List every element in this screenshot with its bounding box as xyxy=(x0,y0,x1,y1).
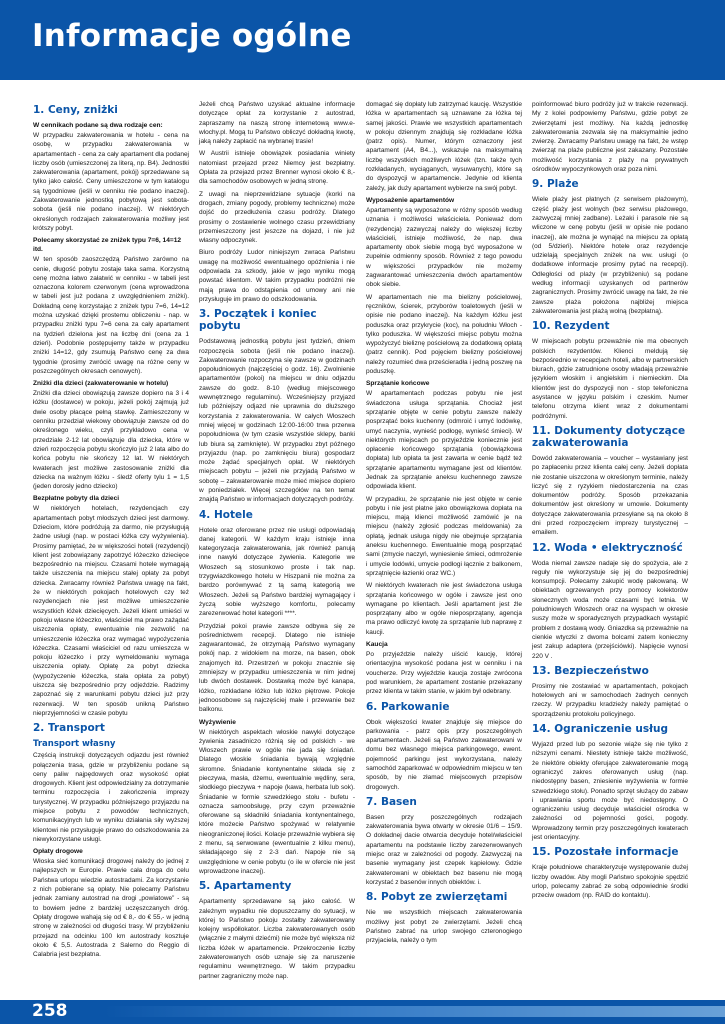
paragraph-heading: Wyposażenie apartamentów xyxy=(366,196,455,204)
section-heading: 15. Pozostałe informacje xyxy=(532,846,679,859)
paragraph: Zniżki dla dzieci obowiązują zawsze dopiero na 3 i 4 łóżku (dostawce) w pokoju, jeżeli pokój zajmują już dwie osoby płacące pełną stawkę. Zamieszczony w cenniku przedział wiekowy obowiązuje zawsze od do określonego wieku, czyli przykładowo cena w przedziale 2-12 lat obowiązuje dla dziecka, które w dzień rozpoczęcia pobytu skończyło już 2 lata albo do końca pobytu nie skończy 12 lat. W niektórych kwaterach jest możliwe zastosowanie zniżki dla dziecka na ważnym łóżku - śledź oferty tylu 1 = 1,5 (jeden dorosły jedno dziecko) xyxy=(33,390,189,491)
paragraph-heading: Polecamy skorzystać ze zniżek typu 7=6, 14=12 itd. xyxy=(33,237,182,254)
footer-decoration xyxy=(105,1006,725,1017)
column-4 xyxy=(532,100,688,970)
paragraph-heading: Zniżki dla dzieci (zakwaterowanie w hotelu) xyxy=(33,380,169,388)
paragraph: W przypadku, że sprzątanie nie jest objęte w cenie pobytu i nie jest płatne jako obowiązkowa dopłata na miejscu, mają klienci możliwość zamówić je na miejscu (należy zgłosić podczas meldowania) za opłatą, jednak usługa nigdy nie obejmuje sprzątania aneksu kuchennego. Ewentualnie mogą posprzątać sami (zmycie naczyń, wyniesienie śmieci, odmrożenie i umycie lodówki, umycie podłogi łącznie z balkonem, sprzątnięcie łazienki oraz WC.) xyxy=(366,495,522,577)
paragraph: poinformować biuro podróży już w trakcie rezerwacji. My z kolei podpowiemy Państwu, gdzie pobyt ze zwierzętami jest możliwy. Na każdą jednostkę zakwaterowania zezwala się na maksymalnie jedno zwierzę. Zwracamy Państwu uwagę na fakt, że wstęp zwierząt na plaże publiczne jest zakazany. Pozostałe możliwość korzystania z plaży na prywatnych ośrodków wypoczynkowych oraz poza nimi. xyxy=(532,101,688,174)
paragraph: Podstawową jednostką pobytu jest tydzień, dniem rozpoczęcia sobota (jeśli nie podano inaczej). Zakwaterowanie rozpoczyna się zawsze w godzinach popołudniowych (najczęściej o godz. 16). Zwolnienie apartamentów (pokoi) na miejscu w dniu odjazdu zawsze do godz. 8-10 (według miejscowego wewnętrznego regulaminu). Wcześniejszy przyjazd lub późniejszy odjazd nie uprawnia do dłuższego korzystania z zakwaterowania. W całych Włoszech mniej więcej w godzinach 12:00-16:00 trwa przerwa popołudniowa (w tym czasie wszystkie sklepy, banki lub biura są zamknięte). W przypadku zbyt późnego przyjazdu (nap. po zamknięciu biura) gospodarz może żądać specjalnych opłat. W niektórych miejscach pobytu – jeżeli nie przyjadą Państwo w sobotę – zakwaterowanie może mieć miejsce dopiero w poniedziałek. Więcej szczegółów na ten temat znajdą Państwo w informacjach dotyczących podróży. xyxy=(199,338,355,504)
paragraph: Po przyjeździe należy uiścić kaucję, której orientacyjna wysokość podana jest w cenniku i na voucherze. Przy wyjeździe kaucja zostaje zwrócona pod warunkiem, że apartament zostanie przekazany przez klienta w takim stanie, w jakim był odebrany. xyxy=(366,651,522,696)
paragraph: Hotele oraz oferowane przez nie usługi odpowiadają danej kategorii. W każdym kraju istnieje inna kategoryzacja zakwaterowania, jak również panują inne nawyki dotyczące żywienia. Kategorie we Włoszech są stosunkowo proste i tak nap. trzygwiazdkowego hotelu w Hiszpanii nie można za bardzo porównywać z tą samą kategorią we Włoszech. Jeżeli są Państwo bardziej wymagający i życzą sobie wyższego komfortu, polecamy zarezerwować hotel kategorii ****. xyxy=(199,526,355,618)
paragraph: W Austrii istnieje obowiązek posiadania winiety natomiast przejazd przez Niemcy jest bezpłatny. Opłata za przejazd przez Brenner wynosi około € 8,- dla samochodów osobowych w jedną stronę. xyxy=(199,150,355,186)
paragraph: W niektórych kwaterach nie jest świadczona usługa sprzątania końcowego w ogóle i zawsze jest ono wymagane po klientach. Jeśli apartament jest źle posprzątany albo w ogóle nieposprzątany, agencja ma prawo odliczyć kwotę za sprzątanie lub naprawę z kaucji. xyxy=(366,582,522,636)
section-heading: 13. Bezpieczeństwo xyxy=(532,664,649,677)
paragraph: Włoska sieć komunikacji drogowej należy do jednej z najlepszych w Europie. Prawie cała droga do celu Państwa urlopu wiedzie autostradami. Za korzystanie z nich pobierane są opłaty. Nie polecamy Państwu jednak zamiany autostrad na drogi „powiatowe” - są to bowiem jedne z bardziej uczęszczanych dróg. Opłaty drogowe wahają się od € 8,- do € 55,- w jedną stronę w zależności od długości trasy. W przybliżeniu przejazd na odcinku 100 km autostrady kosztuje około € 5,5. Autostrada z Salerno do Reggio di Calabria jest bezpłatna. xyxy=(33,858,189,959)
paragraph: Jeżeli chcą Państwo uzyskać aktualne informacje dotyczące opłat za korzystanie z autostrad, zapraszamy na naszą stronę internetową www.e-wlochy.pl. Mogą tu Państwo obliczyć dokładną kwotę, jaką należy zapłacić na wybranej trasie! xyxy=(199,101,355,146)
paragraph: Nie we wszystkich miejscach zakwaterowania możliwy jest pobyt ze zwierzętami. Jeżeli chcą Państwo zabrać na urlop swojego czteronogiego przyjaciela, należy o tym xyxy=(366,909,522,945)
paragraph-heading: W cennikach podane są dwa rodzaje cen: xyxy=(33,122,163,129)
section-heading: 11. Dokumenty dotyczące zakwaterowania xyxy=(532,424,686,449)
paragraph: W przypadku zakwaterowania w hotelu - cena na osobę, w przypadku zakwaterowania w apartamentach - cena za cały apartament dla podanej liczby osób (umieszczonej za literą, np. B4). Jednostki zakwaterowania (apartament, pokój) sprzedawane są tylko jako całość. Ceny umieszczone w tym katalogu są tygodniowe (jeśli w cenniku nie podano inaczej). Zakwaterowanie jednostką pobytową jest sobota-sobota (jeśli nie podano inaczej). W niektórych określonych rodzajach zakwaterowania możliwy jest krótszy pobyt. xyxy=(33,132,189,232)
section-heading: 4. Hotele xyxy=(199,508,253,521)
paragraph-heading: Opłaty drogowe xyxy=(33,848,83,856)
section-heading: 7. Basen xyxy=(366,795,417,808)
paragraph: W niektórych hotelach, rezydencjach czy apartamentach pobyt młodszych dzieci jest darmowy. Dzieciom, które podróżują za darmo, nie przysługują żadne usługi (nap. w postaci łóżka czy wyżywienia). Prosimy pamiętać, że w większości hoteli (rezydencji) klient jest zobowiązany zapotrzyć łóżeczko dziecięce bezpośrednio na miejscu. Czasami hotele wymagają także uiszczenia na miejscu stałej opłaty za pobyt dziecka. Zwracamy również Państwa uwagę na fakt, że w niektórych pokojach hotelowych czy też rezydencjach nie jest możliwe umieszczenie wszystkich łóżek dziecięcych. Jeżeli klient umieści w pokoju własne łóżeczko, właściciel ma prawo zażądać uiszczenia opłaty, ewentualnie nie zezwolić na umieszczenie łóżeczka oraz wymagać wypożyczenia łóżeczka. Czasami właściciel od razu umieszcza w pokoju łóżeczko i przy wymeldowaniu wymaga uiszczenia opłaty. Opłatę za pobyt dziecka (wypożyczenie łóżeczka, stała opłata za pobyt) uiszcza się bezpośrednio przy odjeździe. Radzimy zapoznać się z warunkami pobytu dzieci już przy rezerwacji. W ten sposób unikną Państwo nieprzyjemności w czasie pobytu xyxy=(33,505,189,717)
column-3 xyxy=(366,100,522,970)
section-heading: 2. Transport xyxy=(33,722,105,735)
paragraph: Kraje południowe charakteryzuje występowanie dużej liczby owadów. Aby mogli Państwo spokojnie spędzić urlop, polecamy zabrać ze sobą odpowiednie środki przeciw owadom (np. RAID do kontaktu). xyxy=(532,864,688,900)
section-heading: 14. Ograniczenie usług xyxy=(532,723,668,736)
paragraph: Basen przy poszczególnych rodzajach zakwaterowania bywa otwarty w okresie 01/6 – 15/9. O dokładnej dacie otwarcia decyduje hotel/właściciel apartamentu na podstawie liczby zarezerwowanych miejsc oraz w zależności od pogody. Zazwyczaj na basenie wymagany jest czepek kąpielowy. Gdzie zakwaterowani w obiektach bez basenu nie mogą korzystać z basenów innych obiektów. i. xyxy=(366,813,522,886)
paragraph: W ten sposób zaoszczędzą Państwo zarówno na cenie, długość pobytu zostaje taka sama. Korzystną cenę można łatwo załatwić w cenniku - w tabeli jest oznaczona kolorem czerwonym (cena wprowadzona w tabeli jest już podana z uwzględnieniem zniżki). Dokładną cenę korzystając z zniżek typu 7=6, 14=12 można uzyskać dzięki prostemu obliczeniu - nap. w przypadku zniżki typu 7=6 cena za cały apartament na tydzień dzielona jest na liczbę dni (cena za 1 dzień). Podobnie postępujemy także w przypadku zniżki 14=12, gdy zsumują Państwo cenę za dwa tygodnie (prosimy zwrócić uwagę na różne ceny w poszczególnych okresach cenowych). xyxy=(33,256,189,375)
paragraph: Apartamenty sprzedawane są jako całość. W zależnym wypadku nie dopuszczamy do sytuacji, w której to Państwo pokoju zostałby zakwaterowany kolejny współlokator. Liczba zakwaterowanych osób (włącznie z małymi dziećmi) nie może być większa niż liczba łóżek w apartamencie. Przekroczenie liczby zakwaterowanych osób uznaje się za naruszenie regulaminu wewnętrznego. W takim przypadku partner zagraniczny może nap. xyxy=(199,898,355,980)
paragraph: W miejscach pobytu przeważnie nie ma obecnych polskich rezydentów. Klienci meldują się bezpośrednio w recepcjach hoteli, albo w partnerskich biurach, gdzie zatrudnione osoby władają przeważnie językiem włoskim i angielskim i niemieckim. Dla klientów jest do dyspozycji non - stop telefoniczna asystance w języku polskim i czeskim. Numer telefonu otrzyma klient wraz z dokumentami podróżnymi. xyxy=(532,338,688,420)
section-heading: 9. Plaże xyxy=(532,178,579,191)
paragraph: Woda niemal zawsze nadaje się do spożycia, ale z reguły nie wykorzystuje się jej do bezpośredniej konsumpcji. Polecamy zakupić wodę pakowaną. W obiektach ogrzewanych przy pomocy kolektorów słonecznych woda może czasami być letnia. W południowych Włoszech oraz na wyspach w okresie suszy może w sporadycznych przypadkach wystąpić problem z dostawą wody. Gniazdka są przeważnie na cienkie wtyczki z dwoma bolcami zatem konieczny jest zakup adaptera (przejściówki). Napięcie wynosi 220 V . xyxy=(532,559,688,660)
section-heading: 10. Rezydent xyxy=(532,320,610,333)
paragraph: Prosimy nie zostawiać w apartamentach, pokojach hotelowych ani w samochodach żadnych cennych rzeczy. W przypadku kradzieży należy pamiętać o sporządzeniu protokołu policyjnego. xyxy=(532,682,688,718)
page-number: 258 xyxy=(32,1001,68,1021)
paragraph: domagać się dopłaty lub zatrzymać kaucję. Wszystkie łóżka w apartamentach są uznawane za łóżka tej samej jakości. Prawie we wszystkich apartamentach w pokoju dziennym znajdują się rozkładane łóżka (patrz opis). Numer, którym oznaczony jest apartament (A4, B4...), wskazuje na maksymalną liczbę wszystkich możliwych łóżek (tzn. także tych rozkładanych, wyciąganych, wysuwanych), które są do dyspozycji w apartamencie. Jedynie od klienta zależy, jak duży apartament wybierze na swój pobyt. xyxy=(366,101,522,192)
subsection-heading: Transport własny xyxy=(33,739,116,750)
page-header xyxy=(0,0,725,80)
paragraph: W niektórych aspektach włoskie nawyki dotyczące żywienia zasadniczo różnią się od polskich - we Włoszech prawie w ogóle nie jada się śniadań. Dlatego włoskie śniadania bywają względnie skromne. Śniadanie kontynentalne składa się z pieczywa, masła, dżemu, ewentualnie wędliny, sera, słodkiego pieczywa + napoje (kawa, herbata lub sok). Śniadanie w formie szwedzkiego stołu - bufetu - oznacza samoobsługę, przy czym przeważnie oferowane są składniki śniadania kontynentalnego, które możecie Państwo spożywać w relatywnie nieograniczonej ilości. Kolacje przeważnie wybiera się z menu, są serwowane (ewentualnie z kilku menu), składającego się z 2-3 dań. Napoje nie są uwzględnione w cenie pobytu (o ile w ofercie nie jest wprowadzone inaczej). xyxy=(199,728,355,875)
section-heading: 8. Pobyt ze zwierzętami xyxy=(366,891,508,904)
paragraph: Obok większości kwater znajduje się miejsce do parkowania - patrz opis przy poszczególnych apartamentach. Jeżeli są Państwo zakwaterowani w domu bez własnego miejsca parkingowego, ewent. pojemność parkingu jest wykorzystana, należy samochód zaparkować w odpowiednim miejscu w ten sposób, by nie złamać miejscowych przepisów drogowych. xyxy=(366,718,522,791)
section-heading: 5. Apartamenty xyxy=(199,880,292,893)
column-2 xyxy=(199,100,355,980)
section-heading: 6. Parkowanie xyxy=(366,700,450,713)
paragraph-heading: Bezpłatne pobyty dla dzieci xyxy=(33,495,120,503)
section-heading: 12. Woda • elektryczność xyxy=(532,541,683,554)
paragraph: W apartamentach podczas pobytu nie jest świadczona usługa sprzątania. Chociaż jest sprzątanie objęte w cenie pobytu zawsze należy posprzątać boks kuchenny (odmroić i umyć lodówkę, umyć naczynia, wynieść podłogę, wynieść śmieci). W niektórych miejscach po przyjeździe koniecznie jest opłacenie końcowego sprzątania (obowiązkowa dopłata) lub opłata ta jest zawarta w cenie bądź też sprzątanie apartamentu wymagane jest od klientów. Jednak za sprzątanie aneksu kuchennego zawsze odpowiada klient. xyxy=(366,390,522,491)
paragraph: Przydział pokoi prawie zawsze odbywa się ze pośrednictwem recepcji. Dlatego nie istnieje zagwarantować, że otrzymają Państwo wymagany pokój nap. z widokiem na morze, na basen, obok znajomych itd. Przestrzeń w pokoju znacznie się zmniejszy w przypadku umieszczenia w nim jednej lub dwóch dostawek. Dostawką może być kanapa, łóżko, rozkładane łóżko lub łóżko piętrowe. Pokoje jednoosobowe są najczęściej małe i przewanie bez balkonu. xyxy=(199,622,355,714)
column-1 xyxy=(33,100,189,970)
paragraph: Częścią instrukcji dotyczących odjazdu jest również połączenia trasa, gdzie w przybliżeniu podane są ceny paliw najpędowych oraz wysokość opłat drogowych. Klient jest odpowiedzialny za dotrzymanie terminu rozpoczęcia i zakończenia imprezy turystycznej. W przypadku późniejszego przyjazdu na miejsce pobytu z powodów technicznych, komunikacyjnych lub w wyniku działania siły wyższej klientowi nie przysługuje prawo do odszkodowania za niewykorzystane usługi. xyxy=(33,752,189,843)
paragraph: Z uwagi na nieprzewidziane sytuacje (korki na drogach, zmiany pogody, problemy techniczne) może dojść do przedłużenia czasu podróży. Dlatego prosimy o zostawienie wolnego czasu przewidziany przemieszczony jest jeszcze na dojazd, i nie już własny odpoczynek. xyxy=(199,190,355,245)
section-heading: 1. Ceny, zniżki xyxy=(33,104,118,116)
paragraph: Apartamenty są wyposażone w różny sposób według uznania i możliwości właściciela. Ponieważ dom (rezydencja) zazwyczaj należy do większej liczby właścicieli, istnieje możliwość, że nap. dwa apartamenty obok siebie mogą być wyposażone w zupełnie odmienny sposób. Również z tego powodu w większości przypadków nie możemy zagwarantować umieszczenia dwóch apartamentów obok siebie. xyxy=(366,206,522,289)
paragraph-heading: Sprzątanie końcowe xyxy=(366,380,430,388)
page-footer xyxy=(0,1000,725,1024)
paragraph: Biuro podróży Ludor niniejszym zwraca Państwu uwagę na możliwość ewentualnego opóźnienia i nie odpowiada za szkody, jakie w jego wyniku mogą powstać klientom. W takim przypadku podróżni nie mają prawa do odstąpienia od umowy ani nie przysługuje im prawo do odszkodowania. xyxy=(199,249,355,303)
page-title: Informacje ogólne xyxy=(32,18,352,54)
paragraph-heading: Kaucja xyxy=(366,641,388,649)
paragraph: W apartamentach nie ma bielizny pościelowej, ręczników, ścierek, przyborów toaletowych (jeśli w opisie nie podano inaczej). Na każdym łóżku jest poduszka oraz przykrycie (koc), na południu Włoch - tylko poduszka. W większości miejsc pobytu można wypożyczyć bieliznę pościelową za dodatkową opłatą (patrz cennik). Pod pojęciem bielizny pościelowej należy rozumieć dwa prześcieradła i jedną poszwę na poduszkę. xyxy=(366,293,522,376)
paragraph-heading: Wyżywienie xyxy=(199,718,236,726)
paragraph: Dowód zakwaterowania – voucher – wystawiany jest po zapłaceniu przez klienta całej ceny. Jeżeli dopłata nie zostanie uiszczona w określonym terminie, należy liczyć się z ryzykiem niedostarczenia na czas dokumentów podróży. Sposób przekazania dokumentów jest określony w umowie. Dokumenty dotyczące zakwaterowania przesyłane są na około 8 dni przed rozpoczęciem imprezy turystycznej – emailem. xyxy=(532,454,688,537)
section-heading: 3. Początek i koniec pobytu xyxy=(199,308,317,333)
paragraph: Wiele plaży jest płatnych (z serwisem plażowym), część plaży jest wolnych (bez serwisu plażowego, zazwyczaj mniej zadbane). Leżaki i parasole nie są wliczone w cenę pobytu (jeśli w opisie nie podano inaczej), ale można je wynająć na miejscu za opłatą (od 5/dzień). Niektóre hotele oraz rezydencje udzielają specjalnych zniżek na ww. usługi (o dodatkowe informacje prosimy pytać na recepcji). Odległości od plaży (w przybliżeniu) są podane według informacji uzyskanych od partnerów zagranicznych. Prosimy zwrócić uwagę na fakt, że nie zawsze plaża położona najbliżej miejsca zakwaterowania jest plażą wolną (bezpłatną). xyxy=(532,196,688,315)
paragraph: Wyjazd przed lub po sezonie wiąże się nie tylko z niższymi cenami. Niestety istnieje także możliwość, że niektóre obiekty oferujące zakwaterowanie mogą ograniczyć zakres oferowanych usług (nap. niedostępny basen, zniesienie wyżywienia w formie szwedzkiego stołu). Ponadto sprzęt służący do zabaw i uprawiania sportu może być niedostępny. O ograniczeniu usług decyduje właściciel ośrodka w zależności od pojemności gości, pogody. Wprowadzony termin przy poszczególnych kwaterach jest orientacyjny. xyxy=(532,741,688,841)
